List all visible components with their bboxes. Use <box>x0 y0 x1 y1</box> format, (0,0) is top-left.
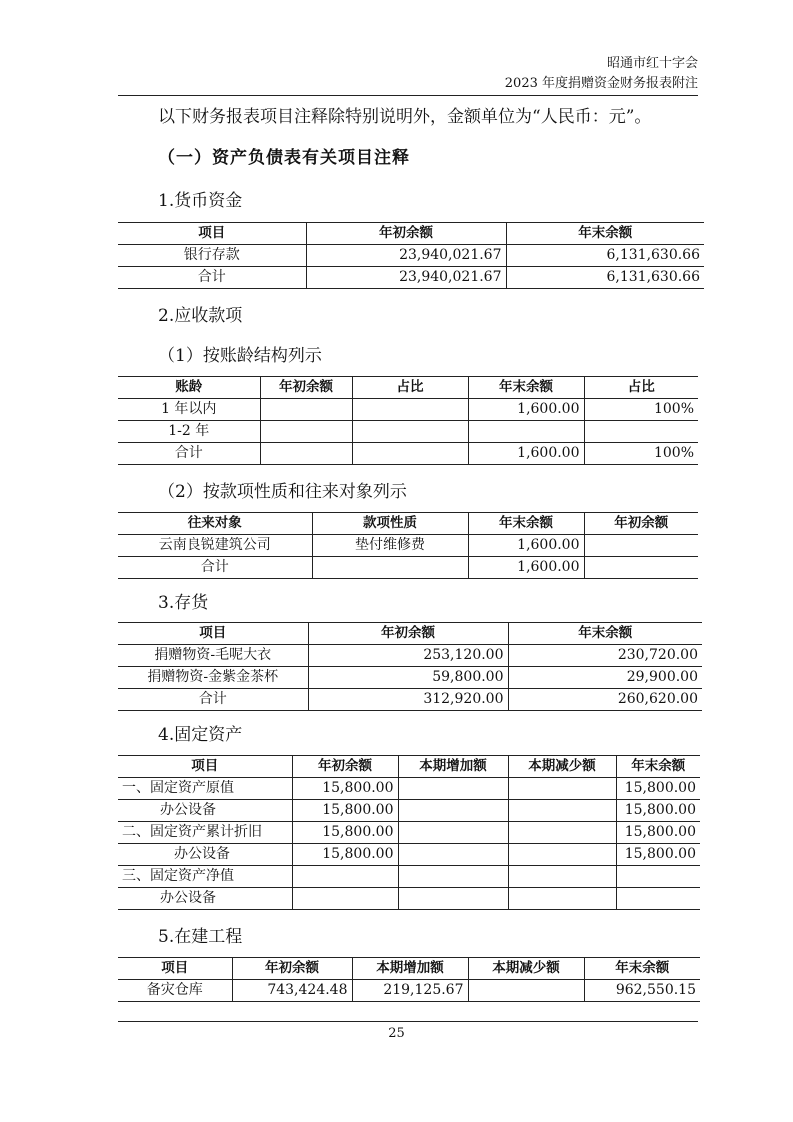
value-cell <box>352 421 468 443</box>
table-row <box>118 421 698 443</box>
value-cell <box>508 778 616 800</box>
cash-table <box>118 222 704 289</box>
header-cell: 本期减少额 <box>468 958 584 980</box>
header-cell: 年末余额 <box>584 958 700 980</box>
value-cell <box>468 980 584 1002</box>
value-cell: 312,920.00 <box>308 689 508 711</box>
fixed-assets-table <box>118 755 700 910</box>
footer-rule <box>118 1021 698 1022</box>
value-cell: 15,800.00 <box>616 800 700 822</box>
table-row <box>118 557 698 579</box>
table-row <box>118 245 704 267</box>
item-cell: 办公设备 <box>118 800 292 822</box>
value-cell <box>398 888 508 910</box>
value-cell: 219,125.67 <box>352 980 468 1002</box>
table-header-row <box>118 377 698 399</box>
header-cell: 年末余额 <box>468 513 584 535</box>
item-cell: 一、固定资产原值 <box>118 778 292 800</box>
total-cell: 合计 <box>118 557 312 579</box>
value-cell: 15,800.00 <box>292 844 398 866</box>
aging-title: （1）按账龄结构列示 <box>158 346 322 366</box>
table-row <box>118 844 700 866</box>
inventory-table <box>118 622 702 711</box>
header-doc-title: 2023 年度捐赠资金财务报表附注 <box>504 76 698 91</box>
table-row <box>118 267 704 289</box>
value-cell <box>508 822 616 844</box>
value-cell: 962,550.15 <box>584 980 700 1002</box>
header-rule <box>118 95 698 96</box>
total-cell: 合计 <box>118 443 260 465</box>
item-cell: 备灾仓库 <box>118 980 232 1002</box>
header-cell: 项目 <box>118 223 306 245</box>
table-row <box>118 645 702 667</box>
value-cell: 1,600.00 <box>468 399 584 421</box>
fixed-assets-title: 4.固定资产 <box>158 725 243 745</box>
table-row <box>118 399 698 421</box>
value-cell <box>584 535 698 557</box>
nature-cell <box>312 557 468 579</box>
value-cell <box>398 822 508 844</box>
table-row <box>118 443 698 465</box>
total-cell: 合计 <box>118 689 308 711</box>
value-cell <box>352 443 468 465</box>
value-cell <box>508 800 616 822</box>
value-cell: 743,424.48 <box>232 980 352 1002</box>
item-cell: 捐赠物资-毛呢大衣 <box>118 645 308 667</box>
item-cell: 银行存款 <box>118 245 306 267</box>
value-cell: 15,800.00 <box>616 778 700 800</box>
table-header-row <box>118 756 700 778</box>
party-table <box>118 512 698 579</box>
value-cell <box>352 399 468 421</box>
item-cell: 办公设备 <box>118 888 292 910</box>
item-cell: 捐赠物资-金紫金茶杯 <box>118 667 308 689</box>
table-row <box>118 778 700 800</box>
value-cell <box>292 866 398 888</box>
value-cell <box>398 844 508 866</box>
table-row <box>118 689 702 711</box>
value-cell: 15,800.00 <box>616 844 700 866</box>
inventory-title: 3.存货 <box>158 593 209 613</box>
value-cell: 23,940,021.67 <box>306 245 506 267</box>
header-cell: 项目 <box>118 623 308 645</box>
party-title: （2）按款项性质和往来对象列示 <box>158 482 407 502</box>
header-cell: 年末余额 <box>468 377 584 399</box>
value-cell: 1,600.00 <box>468 557 584 579</box>
header-cell: 项目 <box>118 958 232 980</box>
value-cell <box>584 557 698 579</box>
construction-title: 5.在建工程 <box>158 927 243 947</box>
value-cell <box>468 421 584 443</box>
header-cell: 年末余额 <box>506 223 704 245</box>
table-row <box>118 535 698 557</box>
header-cell: 年末余额 <box>508 623 702 645</box>
value-cell <box>260 399 352 421</box>
value-cell: 1,600.00 <box>468 535 584 557</box>
value-cell: 15,800.00 <box>292 778 398 800</box>
header-cell: 年初余额 <box>292 756 398 778</box>
aging-table <box>118 376 698 465</box>
item-cell: 云南良锐建筑公司 <box>118 535 312 557</box>
value-cell <box>260 443 352 465</box>
value-cell: 1,600.00 <box>468 443 584 465</box>
receivables-title: 2.应收款项 <box>158 306 243 326</box>
item-cell: 三、固定资产净值 <box>118 866 292 888</box>
value-cell: 6,131,630.66 <box>506 245 704 267</box>
table-header-row <box>118 223 704 245</box>
value-cell: 253,120.00 <box>308 645 508 667</box>
header-cell: 项目 <box>118 756 292 778</box>
value-cell <box>398 800 508 822</box>
item-cell: 二、固定资产累计折旧 <box>118 822 292 844</box>
value-cell <box>584 421 698 443</box>
nature-cell: 垫付维修费 <box>312 535 468 557</box>
header-cell: 年初余额 <box>584 513 698 535</box>
value-cell <box>616 888 700 910</box>
table-row <box>118 800 700 822</box>
table-row <box>118 667 702 689</box>
table-row <box>118 888 700 910</box>
header-cell: 往来对象 <box>118 513 312 535</box>
value-cell: 29,900.00 <box>508 667 702 689</box>
item-cell: 办公设备 <box>118 844 292 866</box>
table-header-row <box>118 513 698 535</box>
value-cell: 230,720.00 <box>508 645 702 667</box>
value-cell <box>508 866 616 888</box>
table-row <box>118 822 700 844</box>
value-cell <box>292 888 398 910</box>
value-cell <box>508 888 616 910</box>
value-cell <box>616 866 700 888</box>
value-cell: 15,800.00 <box>616 822 700 844</box>
table-header-row <box>118 623 702 645</box>
page-number: 25 <box>388 1026 405 1041</box>
value-cell: 100% <box>584 399 698 421</box>
header-cell: 年末余额 <box>616 756 700 778</box>
construction-table <box>118 957 700 1002</box>
cash-title: 1.货币资金 <box>158 191 243 211</box>
header-cell: 占比 <box>352 377 468 399</box>
header-cell: 年初余额 <box>232 958 352 980</box>
header-cell: 本期增加额 <box>352 958 468 980</box>
header-cell: 年初余额 <box>260 377 352 399</box>
table-header-row <box>118 958 700 980</box>
table-row <box>118 980 700 1002</box>
header-cell: 年初余额 <box>308 623 508 645</box>
value-cell <box>508 844 616 866</box>
value-cell: 23,940,021.67 <box>306 267 506 289</box>
value-cell: 15,800.00 <box>292 800 398 822</box>
value-cell <box>398 778 508 800</box>
value-cell: 260,620.00 <box>508 689 702 711</box>
header-cell: 占比 <box>584 377 698 399</box>
header-cell: 账龄 <box>118 377 260 399</box>
item-cell: 1 年以内 <box>118 399 260 421</box>
table-row <box>118 866 700 888</box>
value-cell: 59,800.00 <box>308 667 508 689</box>
header-cell: 款项性质 <box>312 513 468 535</box>
intro-text: 以下财务报表项目注释除特别说明外，金额单位为“人民币：元”。 <box>158 107 652 127</box>
value-cell: 100% <box>584 443 698 465</box>
header-org: 昭通市红十字会 <box>606 56 698 71</box>
section-title: （一）资产负债表有关项目注释 <box>158 148 410 168</box>
header-cell: 本期增加额 <box>398 756 508 778</box>
value-cell <box>260 421 352 443</box>
value-cell: 6,131,630.66 <box>506 267 704 289</box>
total-cell: 合计 <box>118 267 306 289</box>
value-cell <box>398 866 508 888</box>
item-cell: 1-2 年 <box>118 421 260 443</box>
header-cell: 年初余额 <box>306 223 506 245</box>
header-cell: 本期减少额 <box>508 756 616 778</box>
value-cell: 15,800.00 <box>292 822 398 844</box>
